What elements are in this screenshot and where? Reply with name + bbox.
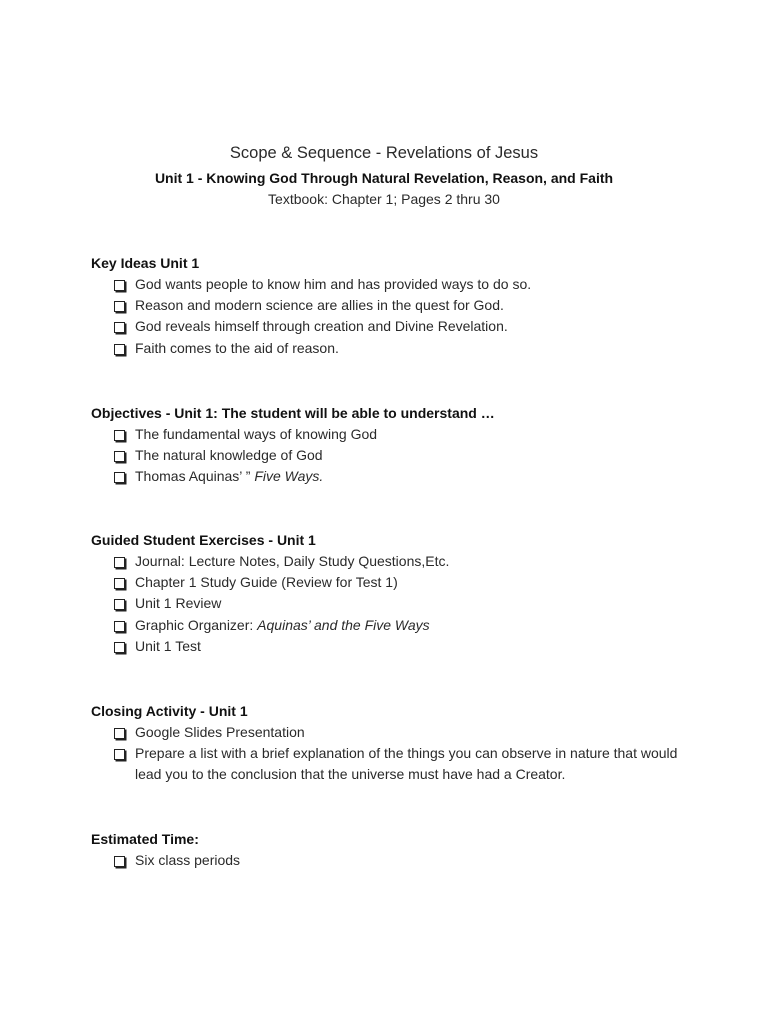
closing-activity-section bbox=[91, 701, 691, 786]
estimated-time-heading: Estimated Time: bbox=[91, 831, 199, 847]
key-ideas-heading: Key Ideas Unit 1 bbox=[91, 255, 200, 271]
objectives-section bbox=[91, 403, 691, 488]
list-item: Thomas Aquinas’ ” Five Ways. bbox=[114, 466, 691, 487]
list-item: Chapter 1 Study Guide (Review for Test 1) bbox=[114, 572, 691, 593]
list-item: Journal: Lecture Notes, Daily Study Questions,Etc. bbox=[114, 551, 691, 572]
checkbox-bullet-icon bbox=[114, 280, 125, 291]
estimated-time-section bbox=[91, 829, 691, 871]
checkbox-bullet-icon bbox=[114, 728, 125, 739]
checkbox-bullet-icon bbox=[114, 599, 125, 610]
checkbox-bullet-icon bbox=[114, 642, 125, 653]
closing-activity-heading: Closing Activity - Unit 1 bbox=[91, 703, 248, 719]
key-ideas-section bbox=[91, 253, 691, 359]
checkbox-bullet-icon bbox=[114, 856, 125, 867]
guided-exercises-heading: Guided Student Exercises - Unit 1 bbox=[91, 532, 316, 548]
list-item: God wants people to know him and has provided ways to do so. bbox=[114, 274, 691, 295]
checkbox-bullet-icon bbox=[114, 557, 125, 568]
unit-title: Unit 1 - Knowing God Through Natural Revelation, Reason, and Faith bbox=[154, 170, 614, 186]
checkbox-bullet-icon bbox=[114, 578, 125, 589]
list-item: Unit 1 Test bbox=[114, 636, 691, 657]
list-item: The fundamental ways of knowing God bbox=[114, 424, 691, 445]
list-item: Graphic Organizer: Aquinas’ and the Five Ways bbox=[114, 615, 691, 636]
checkbox-bullet-icon bbox=[114, 301, 125, 312]
list-item: Faith comes to the aid of reason. bbox=[114, 338, 691, 359]
checkbox-bullet-icon bbox=[114, 749, 125, 760]
checkbox-bullet-icon bbox=[114, 451, 125, 462]
list-item: Prepare a list with a brief explanation of the things you can observe in nature that would lead you to the conclusion that the universe must have had a Creator. bbox=[114, 743, 691, 785]
list-item: Unit 1 Review bbox=[114, 593, 691, 614]
list-item: The natural knowledge of God bbox=[114, 445, 691, 466]
checkbox-bullet-icon bbox=[114, 344, 125, 355]
list-item: Google Slides Presentation bbox=[114, 722, 691, 743]
objectives-list bbox=[91, 424, 691, 488]
checkbox-bullet-icon bbox=[114, 621, 125, 632]
guided-exercises-list bbox=[91, 551, 691, 657]
textbook-reference: Textbook: Chapter 1; Pages 2 thru 30 bbox=[268, 191, 500, 207]
document-title: Scope & Sequence - Revelations of Jesus bbox=[229, 144, 539, 162]
closing-activity-list bbox=[91, 722, 691, 786]
list-item: God reveals himself through creation and Divine Revelation. bbox=[114, 316, 691, 337]
guided-exercises-section bbox=[91, 530, 691, 657]
list-item: Six class periods bbox=[114, 850, 691, 871]
key-ideas-list bbox=[91, 274, 691, 359]
checkbox-bullet-icon bbox=[114, 322, 125, 333]
estimated-time-list bbox=[91, 850, 691, 871]
checkbox-bullet-icon bbox=[114, 430, 125, 441]
list-item: Reason and modern science are allies in the quest for God. bbox=[114, 295, 691, 316]
objectives-heading: Objectives - Unit 1: The student will be able to understand … bbox=[91, 405, 495, 421]
checkbox-bullet-icon bbox=[114, 472, 125, 483]
